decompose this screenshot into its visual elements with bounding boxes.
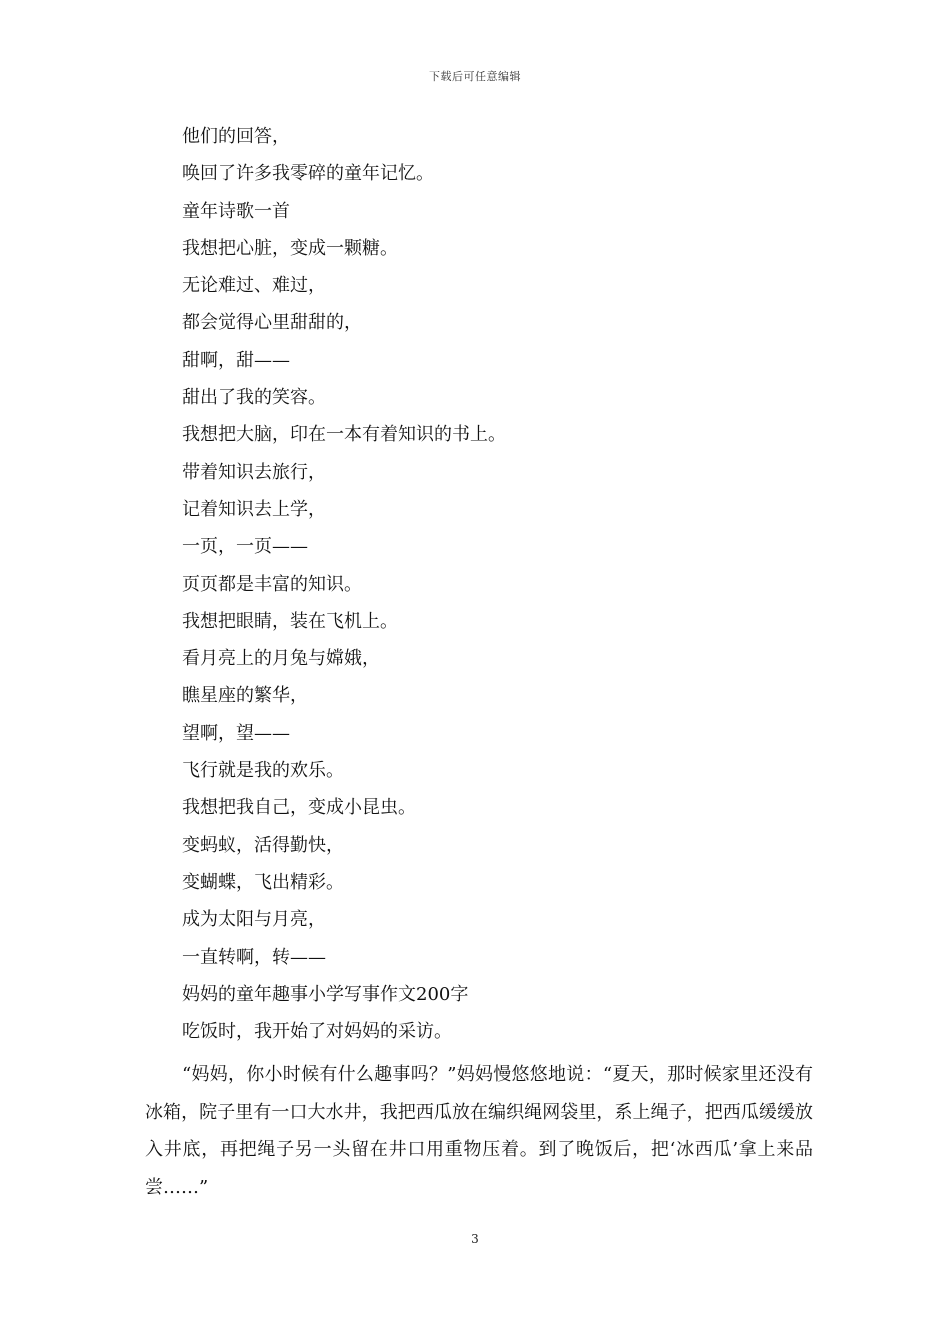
- poem-line: 瞧星座的繁华，: [182, 685, 308, 707]
- poem-line: 甜出了我的笑容。: [182, 387, 326, 409]
- poem-line: 飞行就是我的欢乐。: [182, 760, 344, 782]
- poem-line: 成为太阳与月亮，: [182, 909, 326, 931]
- poem-line: 变蝴蝶，飞出精彩。: [182, 871, 344, 893]
- text-line: 唤回了许多我零碎的童年记忆。: [182, 163, 434, 185]
- poem-line: 甜啊，甜——: [182, 349, 290, 371]
- section-title: 童年诗歌一首: [182, 200, 290, 222]
- poem-line: 页页都是丰富的知识。: [182, 573, 362, 595]
- poem-line: 我想把大脑，印在一本有着知识的书上。: [182, 424, 506, 446]
- page-number: 3: [471, 1232, 479, 1246]
- poem-line: 望啊，望——: [182, 722, 290, 744]
- poem-line: 都会觉得心里甜甜的，: [182, 312, 362, 334]
- poem-line: 看月亮上的月兔与嫦娥，: [182, 648, 380, 670]
- poem-line: 我想把我自己，变成小昆虫。: [182, 797, 416, 819]
- poem-line: 我想把心脏，变成一颗糖。: [182, 237, 398, 259]
- poem-line: 记着知识去上学，: [182, 498, 326, 520]
- page-header: 下载后可任意编辑: [429, 70, 521, 83]
- text-line: 吃饭时，我开始了对妈妈的采访。: [182, 1021, 452, 1043]
- document-body: [145, 122, 813, 1206]
- poem-line: 无论难过、难过，: [182, 275, 326, 297]
- paragraph: “妈妈，你小时候有什么趣事吗？”妈妈慢悠悠地说：“夏天，那时候家里还没有冰箱，院子里有一口大水井，我把西瓜放在编织绳网袋里，系上绳子，把西瓜缓缓放入井底，再把绳子另一头留在井口用重物压着。到了晚饭后，把‘冰西瓜’拿上来品尝……”: [145, 1064, 813, 1198]
- text-line: 他们的回答，: [182, 126, 290, 147]
- poem-line: 变蚂蚁，活得勤快，: [182, 834, 344, 856]
- poem-line: 一页，一页——: [182, 536, 308, 558]
- poem-line: 我想把眼睛，装在飞机上。: [182, 610, 398, 632]
- poem-line: 一直转啊，转——: [182, 946, 326, 968]
- poem-line: 带着知识去旅行，: [182, 461, 326, 483]
- section-title: 妈妈的童年趣事小学写事作文200字: [182, 983, 469, 1005]
